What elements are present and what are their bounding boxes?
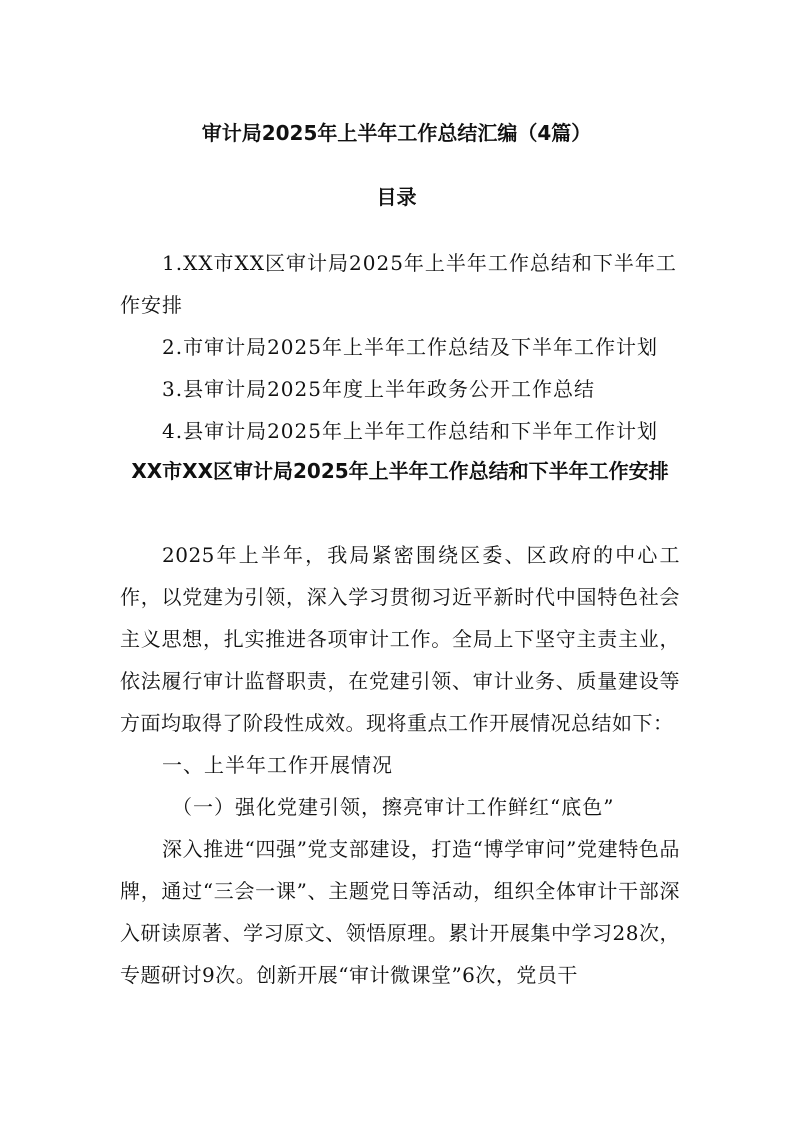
heading-level-1: 一、上半年工作开展情况 [162,753,393,777]
toc-item: 4.县审计局2025年上半年工作总结和下半年工作计划 [162,419,658,443]
table-of-contents [120,242,680,452]
document-title: 审计局2025年上半年工作总结汇编（4篇） [201,121,592,145]
toc-item: 1.XX市XX区审计局2025年上半年工作总结和下半年工作安排 [120,251,677,317]
toc-item: 3.县审计局2025年度上半年政务公开工作总结 [162,377,595,401]
document-body [120,534,680,996]
heading-level-2: （一）强化党建引领，擦亮审计工作鲜红“底色” [172,795,615,819]
toc-item: 2.市审计局2025年上半年工作总结及下半年工作计划 [162,335,658,359]
intro-paragraph: 2025年上半年，我局紧密围绕区委、区政府的中心工作，以党建为引领，深入学习贯彻习近平新时代中国特色社会主义思想，扎实推进各项审计工作。全局上下坚守主责主业，依法履行审计监督职责，在党建引领、审计业务、质量建设等方面均取得了阶段性成效。现将重点工作开展情况总结如下： [120,543,680,735]
section-title: XX市XX区审计局2025年上半年工作总结和下半年工作安排 [131,459,669,483]
toc-heading: 目录 [376,185,417,209]
body-paragraph: 深入推进“四强”党支部建设，打造“博学审问”党建特色品牌，通过“三会一课”、主题党日等活动，组织全体审计干部深入研读原著、学习原文、领悟原理。累计开展集中学习28次，专题研讨9次。创新开展“审计微课堂”6次，党员干 [120,837,680,987]
